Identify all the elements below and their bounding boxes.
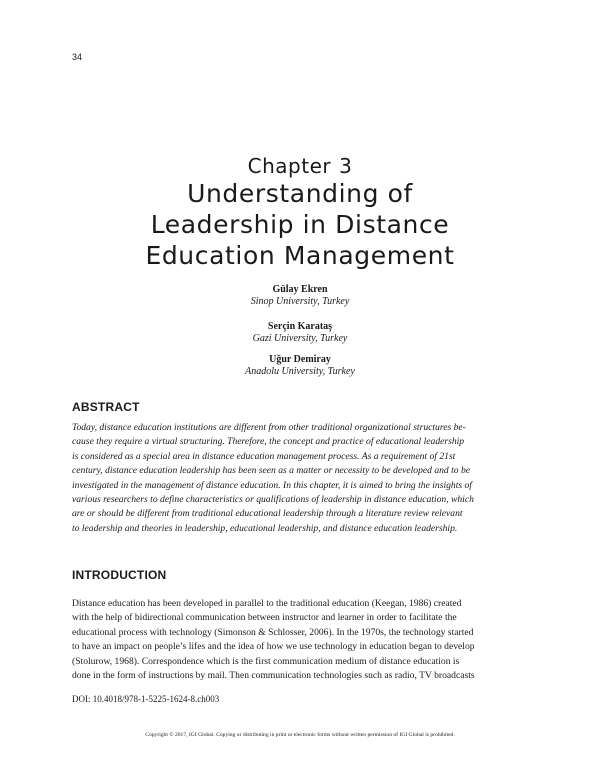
abstract-line: is considered as a special area in distance education management process. As a requirement of 21st xyxy=(72,450,456,462)
chapter-label xyxy=(0,154,600,178)
author-affiliation: Sinop University, Turkey xyxy=(250,296,350,307)
doi: DOI: 10.4018/978-1-5225-1624-8.ch003 xyxy=(72,694,220,704)
chapter-title xyxy=(0,178,600,271)
abstract-line: Today, distance education institutions are different from other traditional organizational structures be- xyxy=(72,422,466,433)
chapter-word: Chapter xyxy=(247,154,332,178)
abstract-line: are or should be different from traditional educational leadership through a literature review relevant xyxy=(72,508,463,520)
author-name: Gülay Ekren xyxy=(272,284,328,295)
author-block xyxy=(0,321,600,345)
author-block xyxy=(0,284,600,308)
page-number: 34 xyxy=(72,52,83,62)
abstract-heading: ABSTRACT xyxy=(72,400,140,414)
introduction-line: educational process with technology (Simonson & Schlosser, 2006). In the 1970s, the technology started xyxy=(72,626,474,638)
abstract-text xyxy=(72,421,532,536)
author-affiliation: Anadolu University, Turkey xyxy=(245,366,355,377)
chapter-number: 3 xyxy=(339,154,353,178)
chapter-title-line: Understanding of xyxy=(187,179,413,208)
author-block xyxy=(0,354,600,378)
author-affiliation: Gazi University, Turkey xyxy=(252,333,348,344)
chapter-title-line: Leadership in Distance xyxy=(150,210,450,239)
introduction-line: (Stolurow, 1968). Correspondence which is the first communication medium of distance education is xyxy=(72,655,460,667)
author-name: Serçin Karataş xyxy=(267,321,333,332)
abstract-line: to leadership and theories in leadership, educational leadership, and distance education leadership. xyxy=(72,522,458,534)
abstract-line: various researchers to define characteristics or qualifications of leadership in distance education, which xyxy=(72,494,474,506)
chapter-title-line: Education Management xyxy=(145,241,455,270)
introduction-heading: INTRODUCTION xyxy=(72,568,167,582)
copyright-notice: Copyright © 2017, IGI Global. Copying or distributing in print or electronic forms without written permission of IGI Global is prohibited. xyxy=(145,732,455,738)
author-name: Uğur Demiray xyxy=(269,354,331,365)
introduction-line: Distance education has been developed in parallel to the traditional education (Keegan, 1986) created xyxy=(72,598,462,609)
introduction-text xyxy=(72,597,532,683)
introduction-line: to have an impact on people’s lifes and the idea of how we use technology in education began to develop xyxy=(72,641,475,653)
introduction-line: done in the form of instructions by mail. Then communication technologies such as radio, TV broadcasts xyxy=(72,670,475,682)
introduction-line: with the help of bidirectional communication between instructor and learner in order to facilitate the xyxy=(72,612,457,624)
abstract-line: investigated in the management of distance education. In this chapter, it is aimed to bring the insights of xyxy=(72,479,472,491)
abstract-line: cause they require a virtual structuring. Therefore, the concept and practice of educational leadership xyxy=(72,436,465,448)
abstract-line: century, distance education leadership has been seen as a matter or necessity to be developed and to be xyxy=(72,465,471,477)
